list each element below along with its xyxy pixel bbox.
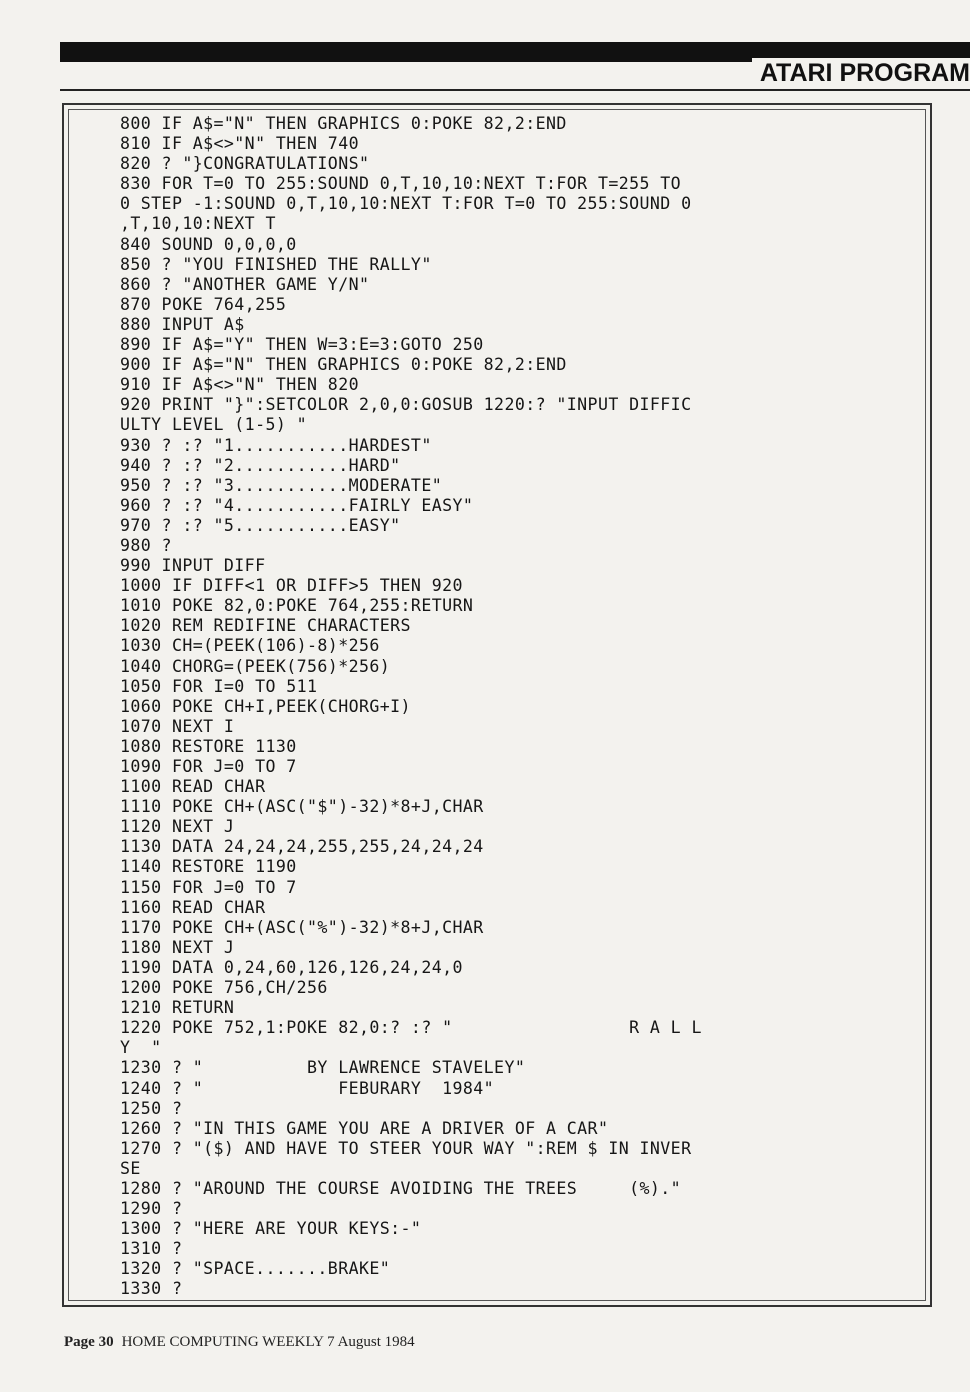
code-line: 900 IF A$="N" THEN GRAPHICS 0:POKE 82,2:END [120, 355, 567, 375]
code-line: 0 STEP -1:SOUND 0,T,10,10:NEXT T:FOR T=0 TO 255:SOUND 0 [120, 194, 692, 214]
code-line: 1270 ? "($) AND HAVE TO STEER YOUR WAY ":REM $ IN INVER [120, 1138, 692, 1158]
header-rule [60, 89, 970, 91]
code-line: 800 IF A$="N" THEN GRAPHICS 0:POKE 82,2:END [120, 114, 567, 133]
code-line: 880 INPUT A$ [120, 314, 245, 334]
code-line: 1140 RESTORE 1190 [120, 857, 297, 877]
code-line: 1160 READ CHAR [120, 897, 266, 917]
code-line: 910 IF A$<>"N" THEN 820 [120, 375, 359, 395]
code-line: 830 FOR T=0 TO 255:SOUND 0,T,10,10:NEXT T:FOR T=255 TO [120, 174, 682, 194]
code-line: 940 ? :? "2...........HARD" [120, 455, 401, 475]
code-line: 1070 NEXT I [120, 716, 235, 736]
code-line: 1010 POKE 82,0:POKE 764,255:RETURN [120, 596, 474, 616]
code-line: 840 SOUND 0,0,0,0 [120, 234, 297, 254]
code-line: 870 POKE 764,255 [120, 294, 287, 314]
code-line: 1230 ? " BY LAWRENCE STAVELEY" [120, 1058, 526, 1078]
code-line: 1060 POKE CH+I,PEEK(CHORG+I) [120, 696, 411, 716]
code-line: ,T,10,10:NEXT T [120, 214, 276, 234]
code-line: 1170 POKE CH+(ASC("%")-32)*8+J,CHAR [120, 917, 484, 937]
code-line: 1050 FOR I=0 TO 511 [120, 676, 318, 696]
code-line: 1130 DATA 24,24,24,255,255,24,24,24 [120, 837, 484, 857]
code-line: 1190 DATA 0,24,60,126,126,24,24,0 [120, 957, 463, 977]
code-line: 1290 ? [120, 1199, 183, 1219]
program-listing [120, 114, 910, 1300]
code-line: 1220 POKE 752,1:POKE 82,0:? :? " R A L L [120, 1018, 702, 1038]
section-brand-title: ATARI PROGRAM [752, 58, 970, 88]
code-line: 1210 RETURN [120, 998, 235, 1018]
code-line: 1120 NEXT J [120, 817, 235, 837]
code-line: 1080 RESTORE 1130 [120, 736, 297, 756]
code-line: 1280 ? "AROUND THE COURSE AVOIDING THE TREES (%)." [120, 1178, 682, 1198]
code-line: 930 ? :? "1...........HARDEST" [120, 435, 432, 455]
code-line: 1260 ? "IN THIS GAME YOU ARE A DRIVER OF A CAR" [120, 1118, 609, 1138]
code-line: 890 IF A$="Y" THEN W=3:E=3:GOTO 250 [120, 335, 484, 355]
code-line: 1310 ? [120, 1239, 183, 1259]
code-line: 860 ? "ANOTHER GAME Y/N" [120, 274, 370, 294]
code-line: 1000 IF DIFF<1 OR DIFF>5 THEN 920 [120, 576, 463, 596]
code-line: 1020 REM REDIFINE CHARACTERS [120, 616, 411, 636]
code-line: 810 IF A$<>"N" THEN 740 [120, 134, 359, 154]
code-line: 980 ? [120, 535, 172, 555]
code-line: 1240 ? " FEBURARY 1984" [120, 1078, 495, 1098]
code-line: 1200 POKE 756,CH/256 [120, 978, 328, 998]
code-line: SE [120, 1158, 141, 1178]
code-line: 920 PRINT "}":SETCOLOR 2,0,0:GOSUB 1220:? "INPUT DIFFIC [120, 395, 692, 415]
code-line: 1180 NEXT J [120, 937, 235, 957]
code-line: 850 ? "YOU FINISHED THE RALLY" [120, 254, 432, 274]
code-line: 1110 POKE CH+(ASC("$")-32)*8+J,CHAR [120, 797, 484, 817]
code-line: 1040 CHORG=(PEEK(756)*256) [120, 656, 391, 676]
code-line: 820 ? "}CONGRATULATIONS" [120, 154, 370, 174]
code-line: 1030 CH=(PEEK(106)-8)*256 [120, 636, 380, 656]
code-line: 1090 FOR J=0 TO 7 [120, 757, 297, 776]
code-line: 1100 READ CHAR [120, 777, 266, 797]
code-line: 970 ? :? "5...........EASY" [120, 515, 401, 535]
code-line: 1250 ? [120, 1098, 183, 1118]
code-line: 1320 ? "SPACE.......BRAKE" [120, 1259, 391, 1279]
page-number: Page 30 [64, 1334, 114, 1350]
page-footer [64, 1334, 415, 1351]
code-line: 1330 ? [120, 1279, 183, 1299]
code-line: Y " [120, 1038, 162, 1058]
code-line: 960 ? :? "4...........FAIRLY EASY" [120, 495, 474, 515]
code-line: 950 ? :? "3...........MODERATE" [120, 475, 443, 495]
code-line: 990 INPUT DIFF [120, 556, 266, 576]
code-line: ULTY LEVEL (1-5) " [120, 415, 308, 435]
publication-line: HOME COMPUTING WEEKLY 7 August 1984 [121, 1334, 415, 1350]
code-line: 1300 ? "HERE ARE YOUR KEYS:-" [120, 1219, 422, 1239]
code-line: 1150 FOR J=0 TO 7 [120, 877, 297, 897]
